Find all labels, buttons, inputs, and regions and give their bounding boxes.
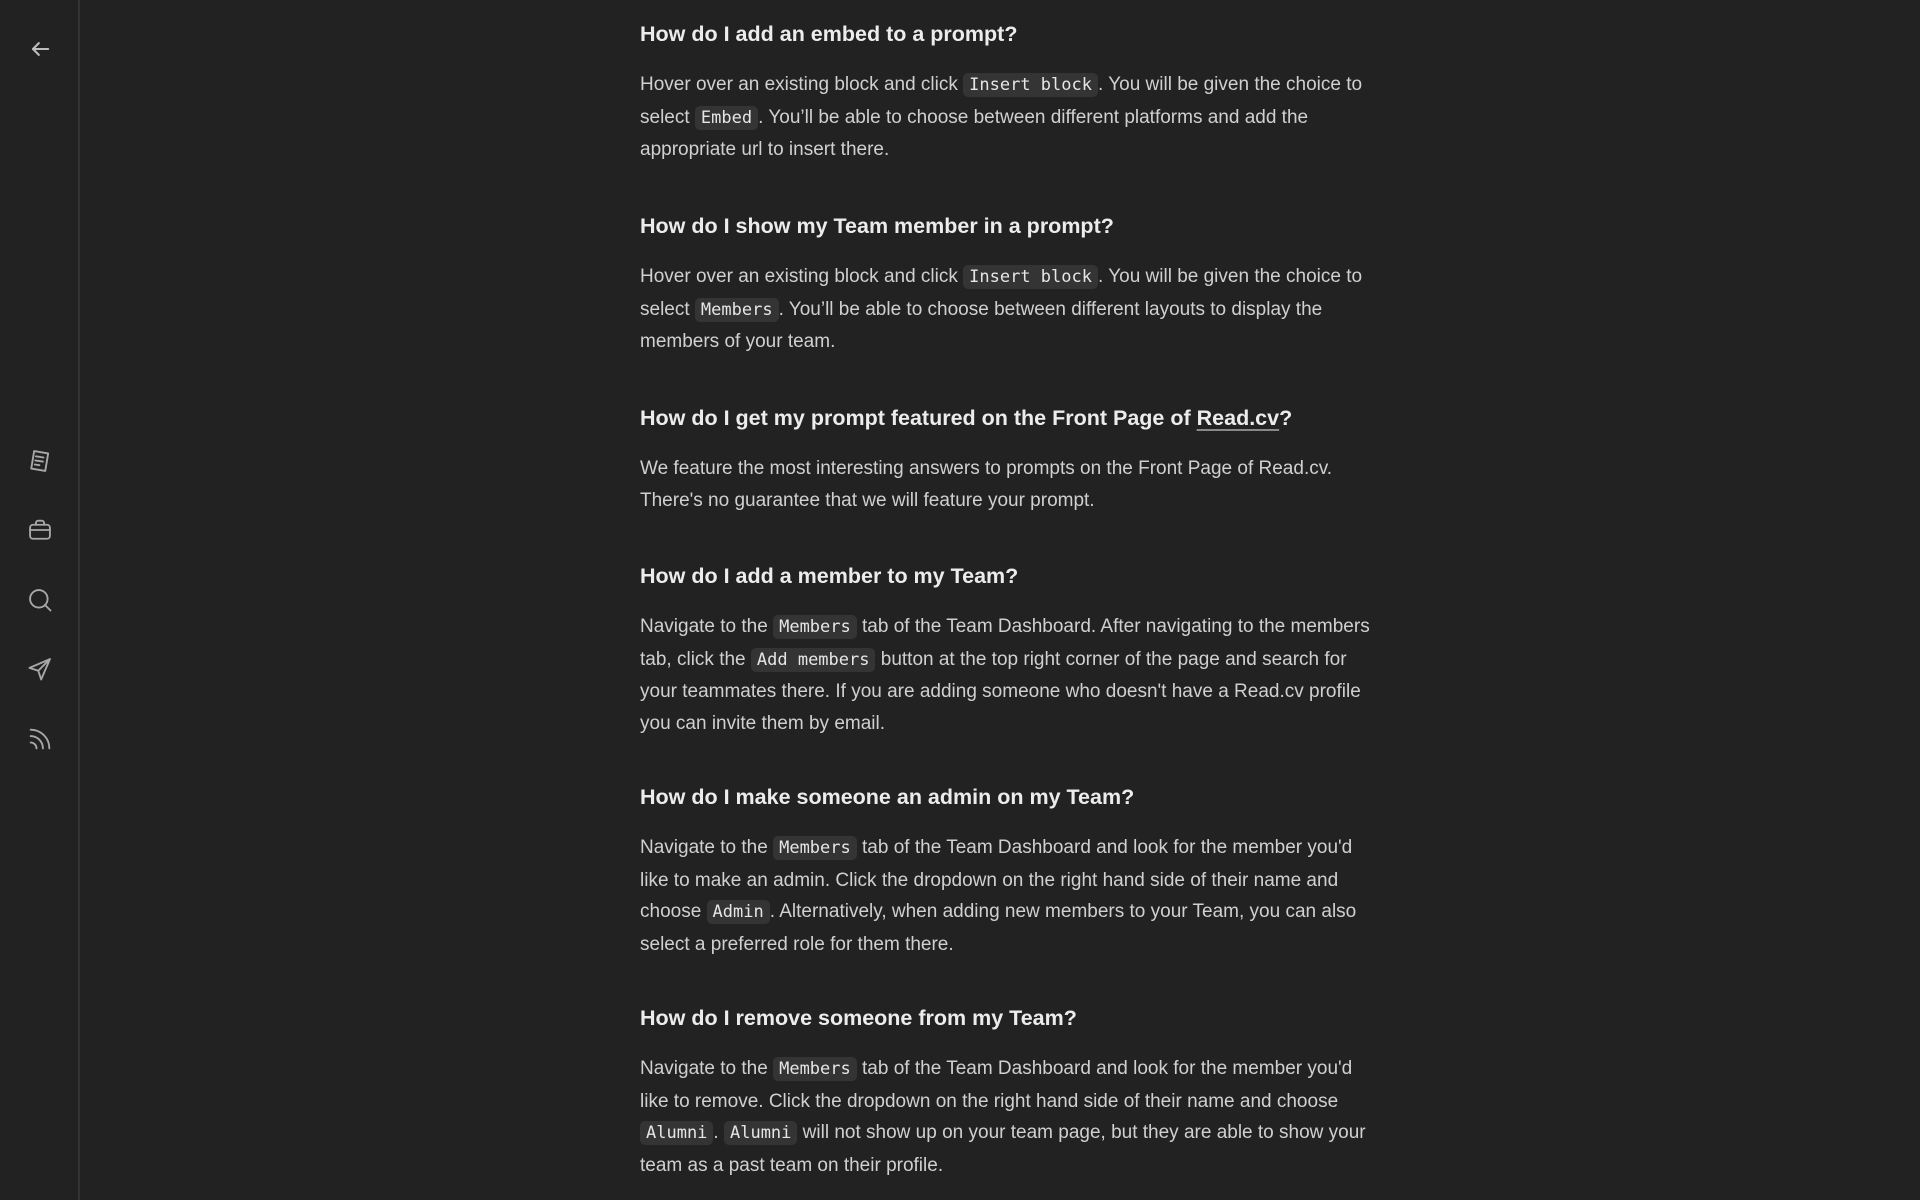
faq-question: How do I show my Team member in a prompt? xyxy=(640,214,1114,238)
send-icon xyxy=(26,655,54,683)
back-button[interactable] xyxy=(20,29,60,69)
code-members: Members xyxy=(773,1057,857,1081)
faq-question: How do I remove someone from my Team? xyxy=(640,1006,1077,1030)
answer-text: Navigate to the xyxy=(640,616,774,637)
arrow-left-icon xyxy=(26,35,54,63)
code-alumni: Alumni xyxy=(640,1121,713,1145)
faq-item xyxy=(640,404,1370,516)
read-cv-link[interactable]: Read.cv xyxy=(1196,406,1280,430)
code-members: Members xyxy=(773,836,857,860)
nav-search-button[interactable] xyxy=(20,580,60,620)
answer-text: . You’ll be able to choose between different layouts to display the members of your team. xyxy=(640,298,1323,352)
code-admin: Admin xyxy=(707,900,770,924)
answer-text: . You will be given the choice to select xyxy=(640,74,1363,128)
faq-item xyxy=(640,20,1370,166)
answer-text: . You’ll be able to choose between different platforms and add the appropriate url to insert there. xyxy=(640,106,1309,160)
answer-text: Navigate to the xyxy=(640,837,774,858)
faq-answer xyxy=(640,611,1370,739)
nav-feed-button[interactable] xyxy=(20,719,60,759)
faq-question: How do I add a member to my Team? xyxy=(640,564,1019,588)
notes-icon xyxy=(26,447,54,475)
answer-text: tab of the Team Dashboard. After navigating to the members tab, click the xyxy=(640,616,1370,670)
answer-text: tab of the Team Dashboard and look for the member you'd like to remove. Click the dropdown on the right hand side of their name and choose xyxy=(640,1058,1353,1112)
faq-answer xyxy=(640,453,1370,516)
faq-question xyxy=(640,404,1370,432)
code-alumni: Alumni xyxy=(724,1121,797,1145)
code-members: Members xyxy=(773,615,857,639)
faq-item xyxy=(640,783,1370,960)
answer-text: . You will be given the choice to select xyxy=(640,266,1363,320)
faq-question: How do I add an embed to a prompt? xyxy=(640,22,1018,46)
answer-text: Hover over an existing block and click xyxy=(640,74,964,95)
faq-answer xyxy=(640,1053,1370,1181)
faq-answer xyxy=(640,69,1370,166)
answer-text: . Alternatively, when adding new members to your Team, you can also select a preferred role for them there. xyxy=(640,901,1357,955)
search-icon xyxy=(26,586,54,614)
answer-text: . xyxy=(713,1122,724,1143)
code-embed: Embed xyxy=(695,106,758,130)
question-text: How do I get my prompt featured on the Front Page of xyxy=(640,406,1197,430)
answer-text: We feature the most interesting answers to prompts on the Front Page of Read.cv. There's no guarantee that we will feature your prompt. xyxy=(640,458,1333,511)
feed-icon xyxy=(26,725,54,753)
faq-answer xyxy=(640,832,1370,960)
answer-text: Hover over an existing block and click xyxy=(640,266,964,287)
nav-notes-button[interactable] xyxy=(20,441,60,481)
code-add-members: Add members xyxy=(751,648,876,672)
answer-text: tab of the Team Dashboard and look for the member you'd like to make an admin. Click the dropdown on the right hand side of their name and choose xyxy=(640,837,1353,922)
faq-item xyxy=(640,562,1370,739)
code-members: Members xyxy=(695,298,779,322)
sidebar xyxy=(0,0,80,1200)
answer-text: button at the top right corner of the page and search for your teammates there. If you are adding someone who doesn't have a Read.cv profile you can invite them by email. xyxy=(640,648,1361,734)
answer-text: will not show up on your team page, but they are able to show your team as a past team on their profile. xyxy=(640,1122,1366,1176)
briefcase-icon xyxy=(26,516,54,544)
faq-item xyxy=(640,212,1370,358)
question-text: ? xyxy=(1279,406,1293,430)
code-insert-block: Insert block xyxy=(963,73,1098,97)
faq-answer xyxy=(640,261,1370,358)
faq-question: How do I make someone an admin on my Team? xyxy=(640,785,1135,809)
nav-messages-button[interactable] xyxy=(20,649,60,689)
faq-item xyxy=(640,1004,1370,1181)
code-insert-block: Insert block xyxy=(963,265,1098,289)
nav-jobs-button[interactable] xyxy=(20,510,60,550)
answer-text: Navigate to the xyxy=(640,1058,774,1079)
